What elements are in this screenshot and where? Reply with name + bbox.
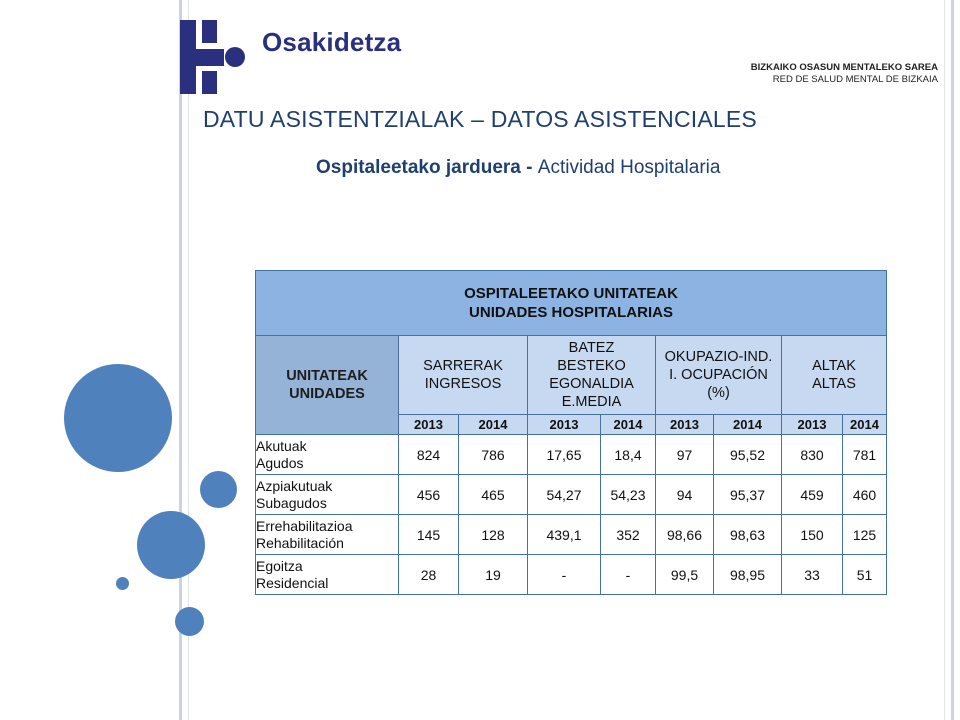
table-cell: 95,37 bbox=[714, 475, 782, 515]
table-cell: 150 bbox=[782, 515, 843, 555]
year-header: 2014 bbox=[714, 415, 782, 435]
year-header: 2014 bbox=[843, 415, 887, 435]
table-row bbox=[256, 555, 887, 595]
subtitle-separator: - bbox=[520, 157, 538, 178]
table-cell: 98,66 bbox=[656, 515, 714, 555]
table-cell: 786 bbox=[459, 435, 528, 475]
unit-name-eu: Azpiakutuak bbox=[256, 477, 333, 494]
unit-name-eu: Akutuak bbox=[256, 437, 307, 454]
unit-name bbox=[256, 555, 399, 595]
table-cell: 28 bbox=[399, 555, 459, 595]
table-cell: 54,27 bbox=[528, 475, 601, 515]
year-header: 2013 bbox=[656, 415, 714, 435]
group-occupancy-line3: (%) bbox=[707, 385, 730, 401]
units-header-es: UNIDADES bbox=[289, 386, 365, 402]
decor-circle-small-b bbox=[175, 607, 204, 636]
network-name bbox=[751, 62, 938, 86]
subtitle-es: Actividad Hospitalaria bbox=[537, 157, 721, 178]
subtitle-eu: Ospitaleetako jarduera bbox=[316, 157, 521, 178]
page-subtitle bbox=[316, 157, 720, 179]
group-occupancy-line1: OKUPAZIO-IND. bbox=[664, 349, 773, 365]
group-occupancy-line2: I. OCUPACIÓN bbox=[669, 367, 768, 383]
table-cell: 830 bbox=[782, 435, 843, 475]
year-header: 2014 bbox=[459, 415, 528, 435]
group-header-occupancy bbox=[656, 336, 782, 415]
decor-circle-large bbox=[64, 364, 172, 472]
group-header-discharges bbox=[782, 336, 887, 415]
table-title-es: UNIDADES HOSPITALARIAS bbox=[469, 304, 673, 321]
unit-name bbox=[256, 515, 399, 555]
table-cell: 99,5 bbox=[656, 555, 714, 595]
table-cell: 97 bbox=[656, 435, 714, 475]
table-title-row bbox=[256, 271, 887, 336]
table-title-eu: OSPITALEETAKO UNITATEAK bbox=[464, 285, 678, 302]
right-border-line bbox=[951, 0, 954, 720]
table-cell: 98,63 bbox=[714, 515, 782, 555]
table-cell: 781 bbox=[843, 435, 887, 475]
table-cell: - bbox=[601, 555, 656, 595]
unit-name-eu: Egoitza bbox=[256, 557, 303, 574]
year-header: 2013 bbox=[782, 415, 843, 435]
decor-circle-tiny bbox=[116, 577, 129, 590]
table-row bbox=[256, 515, 887, 555]
table-cell: 459 bbox=[782, 475, 843, 515]
group-avg-stay-line3: EGONALDIA bbox=[549, 376, 634, 392]
group-header-admissions bbox=[399, 336, 528, 415]
group-discharges-line1: ALTAK bbox=[812, 358, 856, 374]
table-cell: 456 bbox=[399, 475, 459, 515]
table-cell: 98,95 bbox=[714, 555, 782, 595]
group-avg-stay-line2: BESTEKO bbox=[557, 358, 626, 374]
unit-name bbox=[256, 475, 399, 515]
group-admissions-line1: SARRERAK bbox=[423, 358, 503, 374]
table-title bbox=[256, 271, 887, 336]
logo-text: Osakidetza bbox=[262, 27, 402, 57]
table-cell: 439,1 bbox=[528, 515, 601, 555]
table-cell: 125 bbox=[843, 515, 887, 555]
year-header: 2014 bbox=[601, 415, 656, 435]
table-cell: 128 bbox=[459, 515, 528, 555]
unit-name-es: Rehabilitación bbox=[256, 534, 344, 551]
table-cell: 54,23 bbox=[601, 475, 656, 515]
table-cell: 33 bbox=[782, 555, 843, 595]
table-cell: 465 bbox=[459, 475, 528, 515]
network-name-es: RED DE SALUD MENTAL DE BIZKAIA bbox=[772, 74, 938, 85]
table-cell: 352 bbox=[601, 515, 656, 555]
table-cell: 460 bbox=[843, 475, 887, 515]
unit-name-es: Subagudos bbox=[256, 494, 327, 511]
decor-circle-small-a bbox=[200, 471, 237, 508]
unit-name-es: Residencial bbox=[256, 574, 329, 591]
group-header-row bbox=[256, 336, 887, 415]
unit-name-eu: Errehabilitazioa bbox=[256, 517, 353, 534]
hospital-units-table bbox=[255, 270, 887, 595]
group-header-avg-stay bbox=[528, 336, 656, 415]
table-cell: 94 bbox=[656, 475, 714, 515]
group-discharges-line2: ALTAS bbox=[812, 376, 856, 392]
table-row bbox=[256, 435, 887, 475]
table-cell: 95,52 bbox=[714, 435, 782, 475]
network-name-eu: BIZKAIKO OSASUN MENTALEKO SAREA bbox=[750, 62, 938, 73]
table-cell: 18,4 bbox=[601, 435, 656, 475]
units-column-header bbox=[256, 336, 399, 435]
year-header: 2013 bbox=[528, 415, 601, 435]
table-cell: 145 bbox=[399, 515, 459, 555]
page-title: DATU ASISTENTZIALAK – DATOS ASISTENCIALES bbox=[203, 106, 757, 132]
group-avg-stay-line4: E.MEDIA bbox=[561, 394, 622, 410]
table-cell: - bbox=[528, 555, 601, 595]
decor-circle-medium bbox=[137, 511, 205, 579]
table-cell: 824 bbox=[399, 435, 459, 475]
table-cell: 51 bbox=[843, 555, 887, 595]
unit-name bbox=[256, 435, 399, 475]
year-header: 2013 bbox=[399, 415, 459, 435]
group-admissions-line2: INGRESOS bbox=[424, 376, 502, 392]
right-border-line-thin bbox=[944, 0, 945, 720]
unit-name-es: Agudos bbox=[256, 454, 304, 471]
table-cell: 19 bbox=[459, 555, 528, 595]
group-avg-stay-line1: BATEZ bbox=[568, 340, 615, 356]
table-cell: 17,65 bbox=[528, 435, 601, 475]
table-row bbox=[256, 475, 887, 515]
units-header-eu: UNITATEAK bbox=[286, 368, 368, 384]
